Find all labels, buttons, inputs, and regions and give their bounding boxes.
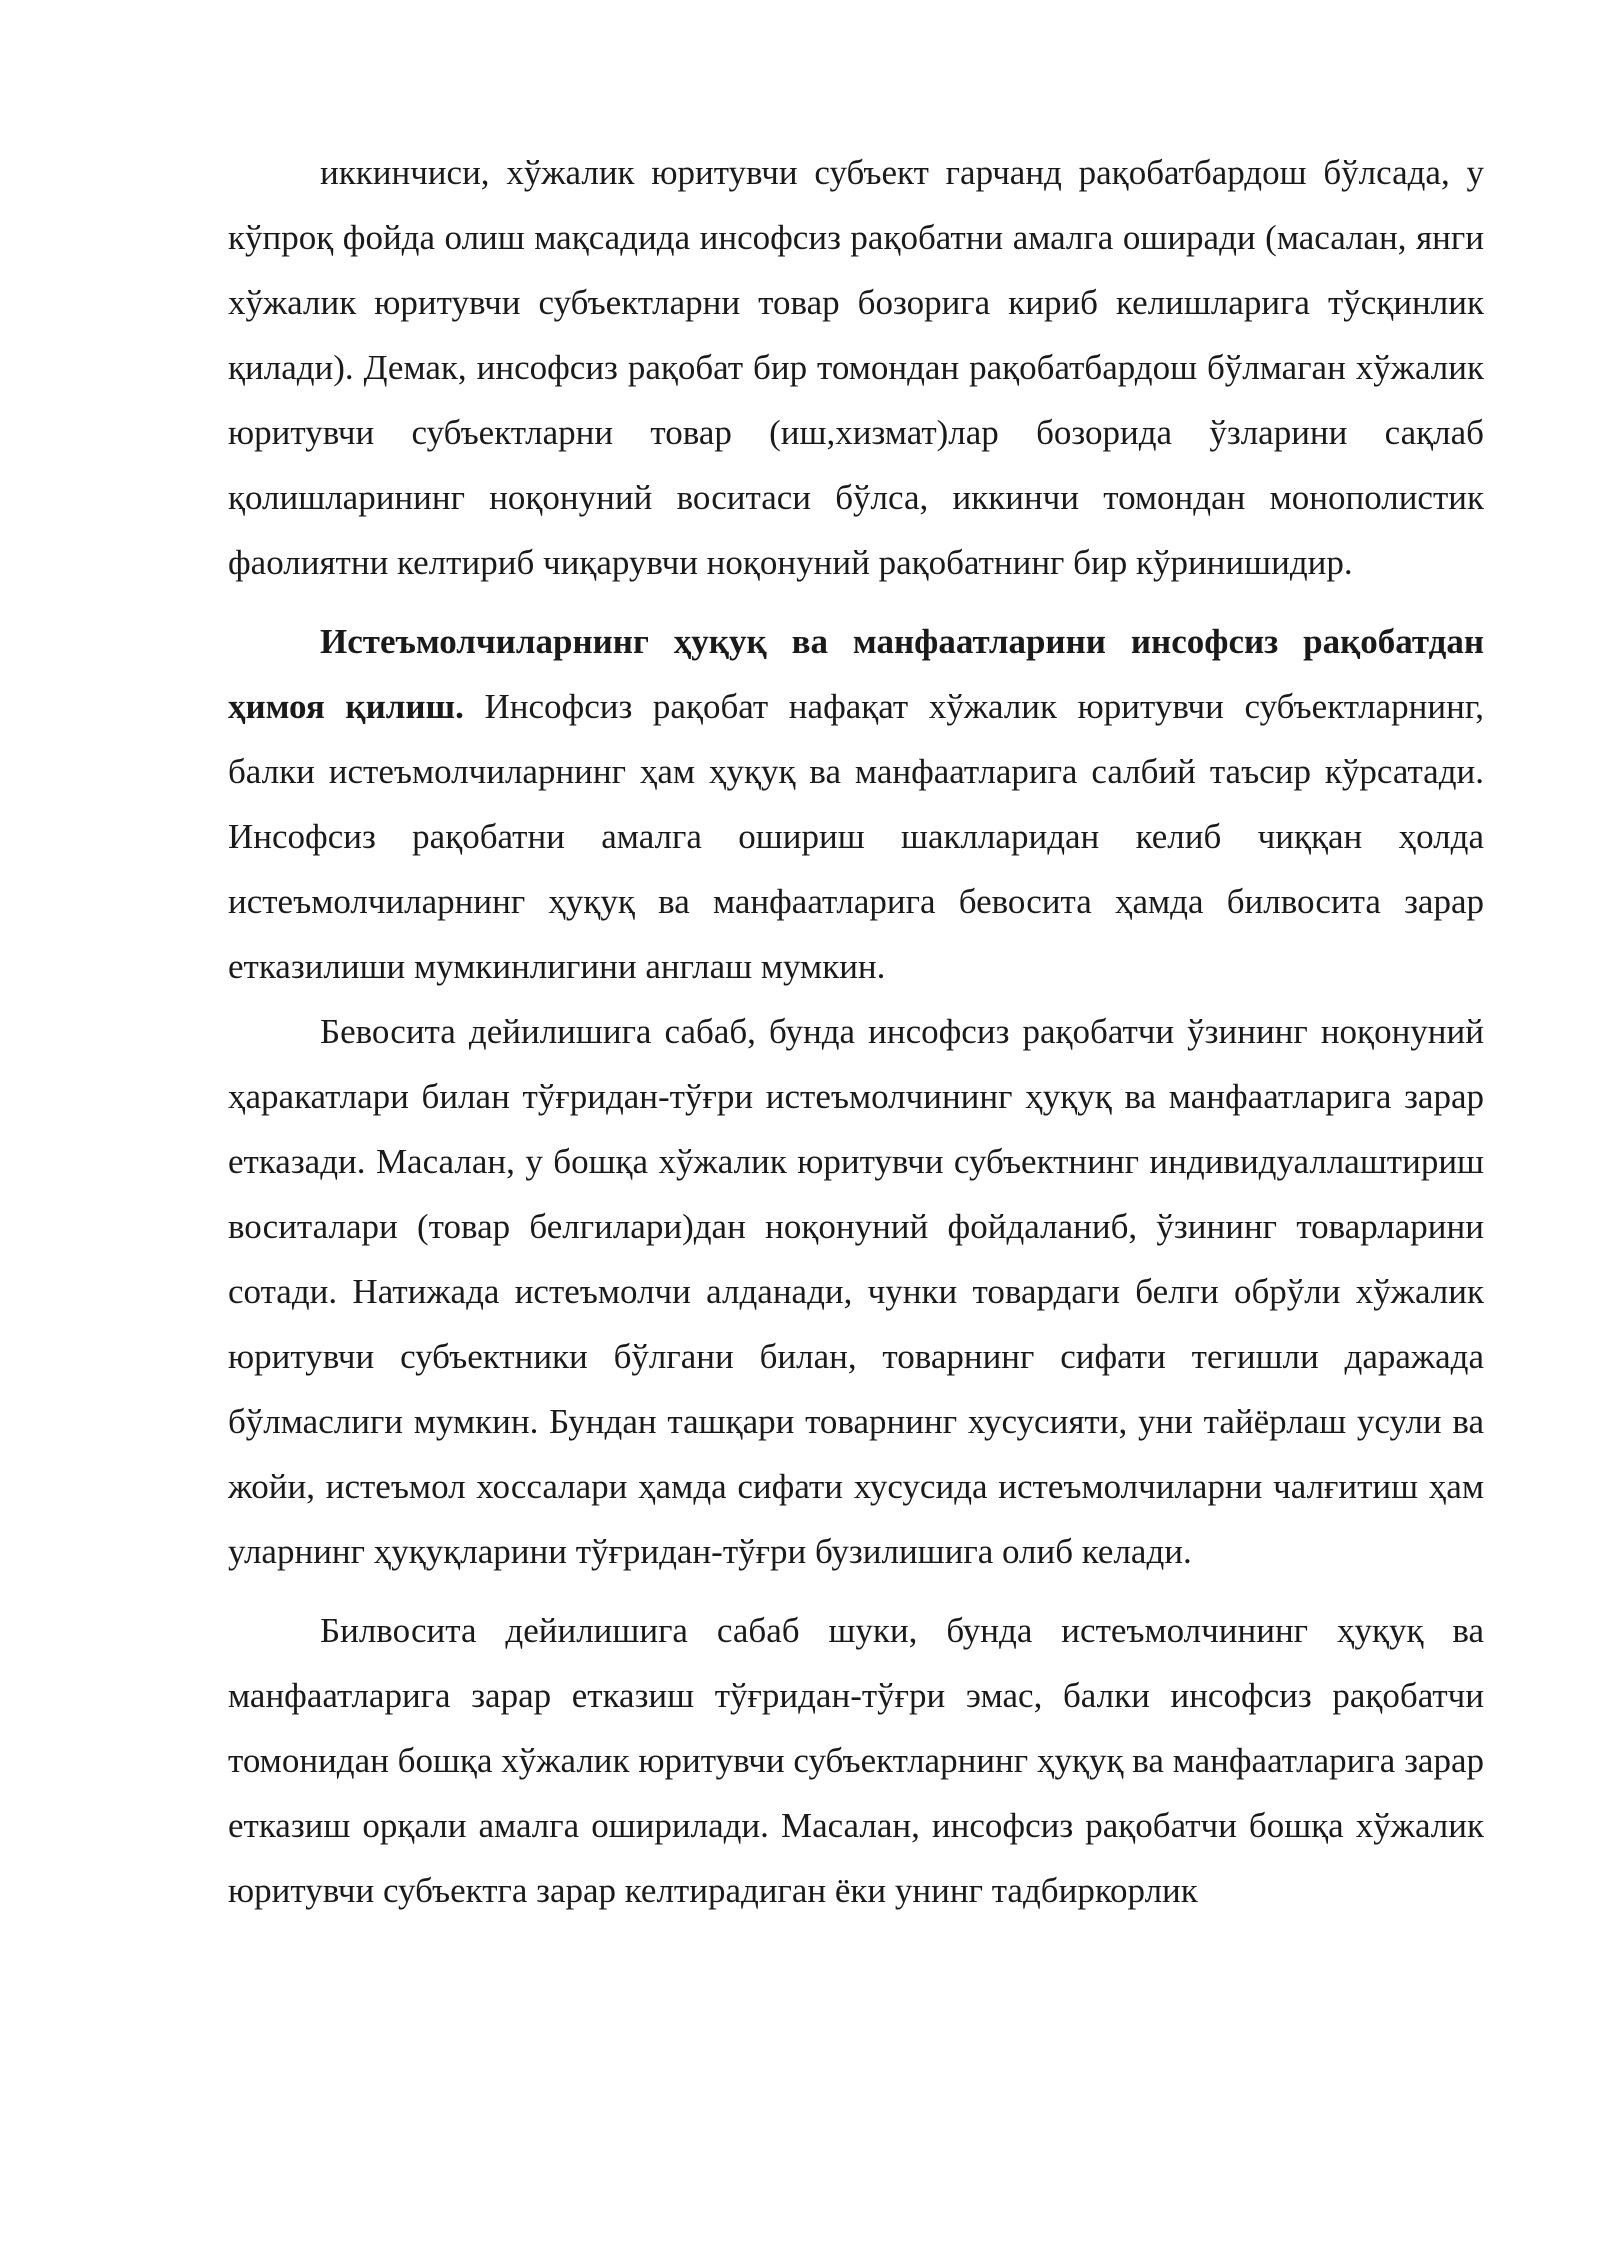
paragraph-2-text: Инсофсиз рақобат нафақат хўжалик юритувчи субъектларнинг, балки истеъмолчиларнинг ҳам ҳуқуқ ва манфаатларига салбий таъсир кўрсатади. Инсофсиз рақобатни амалга ошириш шаклларидан келиб чиққан ҳолда истеъмолчиларнинг ҳуқуқ ва манфаатларига бевосита ҳамда билвосита зарар етказилиши мумкинлигини англаш мумкин. [228, 687, 1485, 986]
paragraph-1-text: иккинчиси, хўжалик юритувчи субъект гарчанд рақобатбардош бўлсада, у кўпроқ фойда олиш мақсадида инсофсиз рақобатни амалга оширади (масалан, янги хўжалик юритувчи субъектларни товар бозорига кириб келишларига тўсқинлик қилади). Демак, инсофсиз рақобат бир томондан рақобатбардош бўлмаган хўжалик юритувчи субъектларни товар (иш,хизмат)лар бозорида ўзларини сақлаб қолишларининг ноқонуний воситаси бўлса, иккинчи томондан монополистик фаолиятни келтириб чиқарувчи ноқонуний рақобатнинг бир кўринишидир. [228, 153, 1484, 582]
document-page [228, 140, 1484, 1923]
paragraph-3 [228, 999, 1484, 1584]
paragraph-4-text: Билвосита дейилишига сабаб шуки, бунда истеъмолчининг ҳуқуқ ва манфаатларига зарар етказиш тўғридан-тўғри эмас, балки инсофсиз рақобатчи томонидан бошқа хўжалик юритувчи субъектларнинг ҳуқуқ ва манфаатларига зарар етказиш орқали амалга оширилади. Масалан, инсофсиз рақобатчи бошқа хўжалик юритувчи субъектга зарар келтирадиган ёки унинг тадбиркорлик [228, 1611, 1484, 1910]
paragraph-2 [228, 609, 1484, 999]
paragraph-4 [228, 1598, 1484, 1923]
paragraph-3-text: Бевосита дейилишига сабаб, бунда инсофсиз рақобатчи ўзининг ноқонуний ҳаракатлари билан тўғридан-тўғри истеъмолчининг ҳуқуқ ва манфаатларига зарар етказади. Масалан, у бошқа хўжалик юритувчи субъектнинг индивидуаллаштириш воситалари (товар белгилари)дан ноқонуний фойдаланиб, ўзининг товарларини сотади. Натижада истеъмолчи алданади, чунки товардаги белги обрўли хўжалик юритувчи субъектники бўлгани билан, товарнинг сифати тегишли даражада бўлмаслиги мумкин. Бундан ташқари товарнинг хусусияти, уни тайёрлаш усули ва жойи, истеъмол хоссалари ҳамда сифати хусусида истеъмолчиларни чалғитиш ҳам уларнинг ҳуқуқларини тўғридан-тўғри бузилишига олиб келади. [228, 1012, 1484, 1571]
paragraph-1 [228, 140, 1484, 595]
section-heading: Истеъмолчиларнинг ҳуқуқ ва манфаатларини инсофсиз рақобатдан ҳимоя қилиш. [228, 622, 1484, 726]
